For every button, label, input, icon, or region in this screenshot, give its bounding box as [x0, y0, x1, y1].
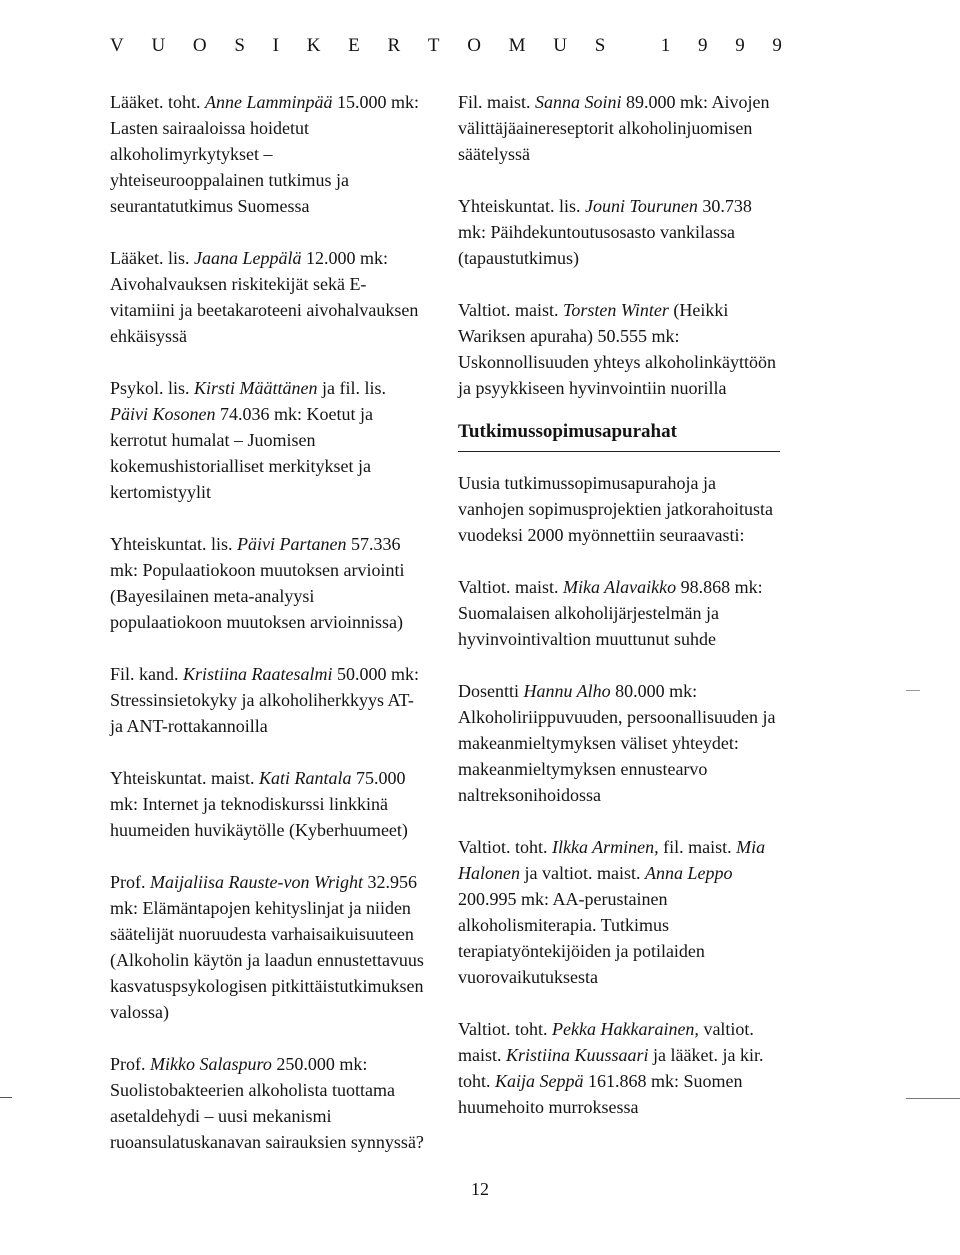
entry-title: Lääket. lis. [110, 248, 194, 268]
recipient-name: Anne Lamminpää [204, 92, 333, 112]
spacer [110, 843, 428, 869]
right-column [458, 89, 783, 1120]
header-letter: U [553, 35, 568, 56]
grant-entry [110, 89, 428, 219]
spacer [458, 271, 783, 297]
entry-text: 12.000 mk: Aivohalvauksen riskitekijät sekä E-vitamiini ja beetakaroteeni aivohalvauksen ehkäisyssä [110, 248, 419, 346]
left-column [110, 89, 428, 1155]
entry-text: 57.336 mk: Populaatiokoon muutoksen arviointi (Bayesilainen meta-analyysi populaatiokoon muutoksen arvioinnissa) [110, 534, 405, 632]
entry-title: Valtiot. toht. [458, 1019, 552, 1039]
header-letter: S [594, 35, 606, 56]
header-letter: S [234, 35, 245, 56]
entry-title: Yhteiskuntat. lis. [110, 534, 237, 554]
recipient-name: Mikko Salaspuro [150, 1054, 272, 1074]
header-letter: U [151, 35, 166, 56]
entry-text: 75.000 mk: Internet ja teknodiskurssi linkkinä huumeiden huvikäytölle (Kyberhuumeet) [110, 768, 408, 840]
spacer [458, 167, 783, 193]
entry-title: Fil. maist. [458, 92, 536, 112]
header-year-digit: 9 [772, 35, 782, 56]
header-letter: R [387, 35, 401, 56]
grant-entry [110, 869, 428, 1025]
grant-entry [110, 245, 428, 349]
grant-entry [458, 574, 783, 652]
header-letter: M [508, 35, 526, 56]
header-letter: O [467, 35, 481, 56]
grant-entry [110, 1051, 428, 1155]
recipient-name: Jouni Tourunen [585, 196, 698, 216]
recipient-name: Sanna Soini [535, 92, 622, 112]
recipient-name: Kaija Seppä [495, 1071, 584, 1091]
header-letter: I [272, 35, 279, 56]
entry-text: (Heikki Wariksen apuraha) 50.555 mk: Uskonnollisuuden yhteys alkoholinkäyttöön ja psyykkiseen hyvinvointiin nuorilla [458, 300, 776, 398]
entry-title: ja fil. lis. [317, 378, 387, 398]
spacer [110, 1025, 428, 1051]
entry-title: ja valtiot. maist. [520, 863, 645, 883]
grant-entry [110, 765, 428, 843]
entry-title: Yhteiskuntat. lis. [458, 196, 585, 216]
recipient-name: Kristiina Raatesalmi [183, 664, 333, 684]
section-intro: Uusia tutkimussopimusapurahoja ja vanhojen sopimusprojektien jatkorahoitusta vuodeksi 2000 myönnettiin seuraavasti: [458, 473, 773, 545]
recipient-name: Torsten Winter [563, 300, 669, 320]
spacer [110, 739, 428, 765]
recipient-name: Anna Leppo [644, 863, 733, 883]
running-header [110, 34, 782, 58]
entry-title: Valtiot. toht. [458, 837, 552, 857]
header-year-digit: 9 [697, 35, 708, 56]
recipient-name: Hannu Alho [523, 681, 611, 701]
header-letter: K [306, 35, 321, 56]
margin-mark [906, 1098, 960, 1099]
header-letter: V [110, 35, 124, 56]
entry-title: Fil. kand. [110, 664, 184, 684]
header-year-digit: 1 [660, 35, 671, 56]
entry-title: Prof. [110, 872, 150, 892]
entry-title: valtiot. maist. [458, 1019, 754, 1065]
recipient-name: Päivi Partanen [237, 534, 347, 554]
recipient-name: Ilkka Arminen, [552, 837, 659, 857]
entry-text: 15.000 mk: Lasten sairaaloissa hoidetut alkoholimyrkytykset – yhteiseurooppalainen tutkimus ja seurantatutkimus Suomessa [110, 92, 419, 216]
grant-entry [458, 297, 783, 401]
entry-text: 250.000 mk: Suolistobakteerien alkoholista tuottama asetaldehydi – uusi mekanismi ruoansulatuskanavan sairauksien synnyssä? [110, 1054, 424, 1152]
recipient-name: Kati Rantala [258, 768, 352, 788]
grant-entry [458, 89, 783, 167]
spacer [110, 635, 428, 661]
recipient-name: Maijaliisa Rauste-von Wright [150, 872, 363, 892]
spacer [458, 652, 783, 678]
recipient-name: Kirsti Määttänen [194, 378, 318, 398]
recipient-name: Jaana Leppälä [193, 248, 302, 268]
header-letter: E [348, 35, 360, 56]
section-heading: Tutkimussopimusapurahat [458, 421, 677, 442]
grant-entry [110, 375, 428, 505]
margin-mark [906, 690, 920, 691]
entry-text: 50.000 mk: Stressinsietokyky ja alkoholiherkkyys AT- ja ANT-rottakannoilla [110, 664, 420, 736]
entry-text: 80.000 mk: Alkoholiriippuvuuden, persoonallisuuden ja makeanmieltymyksen väliset yhteydet: makeanmieltymyksen ennustearvo naltreksonihoidossa [458, 681, 776, 805]
spacer [458, 548, 783, 574]
spacer [458, 808, 783, 834]
margin-mark [0, 1097, 12, 1098]
entry-title: Psykol. lis. [110, 378, 195, 398]
grant-entry [458, 678, 783, 808]
recipient-name: Kristiina Kuussaari [506, 1045, 649, 1065]
entry-text: 89.000 mk: Aivojen välittäjäainereseptorit alkoholinjuomisen säätelyssä [458, 92, 770, 164]
entry-text: 32.956 mk: Elämäntapojen kehityslinjat ja niiden säätelijät nuoruudesta varhaisaikuisuuteen (Alkoholin käytön ja laadun ennustettavuus kasvatuspsykologisen pitkittäistutkimuksen valossa) [110, 872, 424, 1022]
recipient-name: Mika Alavaikko [563, 577, 677, 597]
entry-text: 161.868 mk: Suomen huumehoito murroksessa [458, 1071, 743, 1117]
grant-entry [110, 531, 428, 635]
recipient-name: Mia Halonen [458, 837, 766, 883]
spacer [110, 349, 428, 375]
spacer [110, 219, 428, 245]
header-letter: O [192, 35, 207, 56]
entry-title: ja lääket. ja kir. toht. [458, 1045, 764, 1091]
entry-title: Lääket. toht. [110, 92, 205, 112]
entry-title: Valtiot. maist. [458, 577, 563, 597]
section-rule [458, 451, 780, 452]
entry-title: Yhteiskuntat. maist. [110, 768, 259, 788]
header-year-digit: 9 [735, 35, 745, 56]
grant-entry [458, 193, 783, 271]
entry-title: Valtiot. maist. [458, 300, 563, 320]
page-number: 12 [471, 1179, 489, 1199]
entry-title: Prof. [110, 1054, 150, 1074]
spacer [458, 990, 783, 1016]
grant-entry [458, 1016, 783, 1120]
grant-entry [458, 834, 783, 990]
entry-title: Dosentti [458, 681, 524, 701]
entry-text: 30.738 mk: Päihdekuntoutusosasto vankilassa (tapaustutkimus) [458, 196, 752, 268]
recipient-name: Pekka Hakkarainen, [552, 1019, 699, 1039]
entry-text: 200.995 mk: AA-perustainen alkoholismiterapia. Tutkimus terapiatyöntekijöiden ja potilaiden vuorovaikutuksesta [458, 889, 705, 987]
entry-title: fil. maist. [658, 837, 737, 857]
entry-text: 98.868 mk: Suomalaisen alkoholijärjestelmän ja hyvinvointivaltion muuttunut suhde [458, 577, 763, 649]
grant-entry [110, 661, 428, 739]
recipient-name: Päivi Kosonen [110, 404, 216, 424]
header-letter: T [427, 35, 440, 56]
spacer [110, 505, 428, 531]
entry-text: 74.036 mk: Koetut ja kerrotut humalat – Juomisen kokemushistorialliset merkitykset ja kertomistyylit [110, 404, 373, 502]
